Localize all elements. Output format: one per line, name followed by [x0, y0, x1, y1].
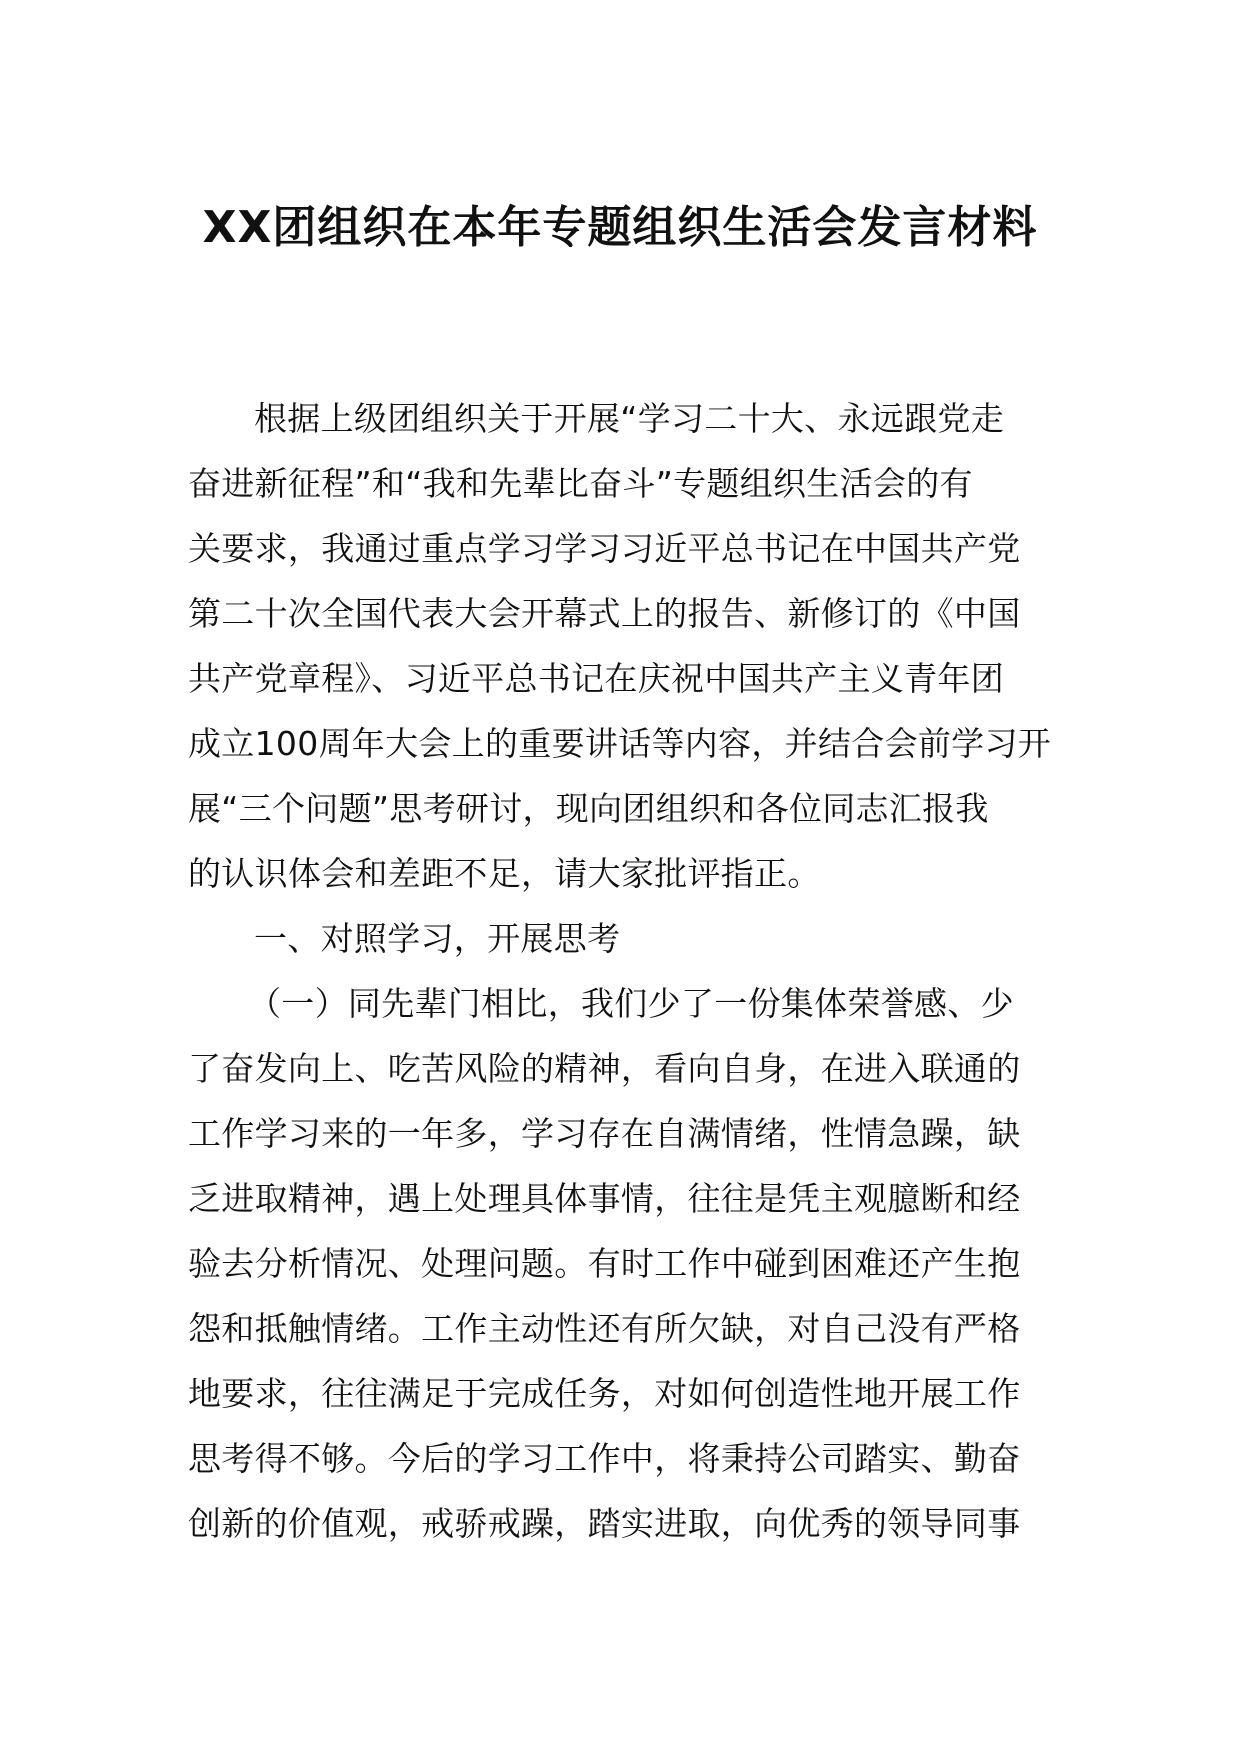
paragraph-intro-line: 共产党章程》、习近平总书记在庆祝中国共产主义青年团 — [188, 659, 1004, 698]
paragraph-intro-line: 展“三个问题”思考研讨，现向团组织和各位同志汇报我 — [188, 789, 989, 828]
paragraph-section-1-line: 工作学习来的一年多，学习存在自满情绪，性情急躁，缺 — [188, 1114, 1021, 1153]
paragraph-section-1-line: 思考得不够。今后的学习工作中，将秉持公司踏实、勤奋 — [188, 1439, 1021, 1478]
paragraph-intro-line: 第二十次全国代表大会开幕式上的报告、新修订的《中国 — [188, 594, 1021, 633]
paragraph-intro-line: 的认识体会和差距不足，请大家批评指正。 — [188, 854, 821, 893]
paragraph-intro-line: 成立100周年大会上的重要讲话等内容，并结合会前学习开 — [188, 724, 1052, 763]
paragraph-section-1-line: 验去分析情况、处理问题。有时工作中碰到困难还产生抱 — [188, 1244, 1021, 1283]
paragraph-section-1-line: （一）同先辈门相比，我们少了一份集体荣誉感、少 — [248, 984, 1014, 1023]
paragraph-section-1-line: 乏进取精神，遇上处理具体事情，往往是凭主观臆断和经 — [188, 1179, 1021, 1218]
section-heading: 一、对照学习，开展思考 — [254, 919, 621, 958]
paragraph-section-1-line: 了奋发向上、吃苦风险的精神，看向自身，在进入联通的 — [188, 1049, 1021, 1088]
paragraph-intro-line: 根据上级团组织关于开展“学习二十大、永远跟党走 — [254, 399, 1004, 438]
paragraph-section-1-line: 创新的价值观，戒骄戒躁，踏实进取，向优秀的领导同事 — [188, 1504, 1021, 1543]
paragraph-section-1-line: 怨和抵触情绪。工作主动性还有所欠缺，对自己没有严格 — [188, 1309, 1021, 1348]
document-title: XX团组织在本年专题组织生活会发言材料 — [202, 202, 1038, 253]
paragraph-intro-line: 关要求，我通过重点学习学习习近平总书记在中国共产党 — [188, 529, 1021, 568]
paragraph-section-1-line: 地要求，往往满足于完成任务，对如何创造性地开展工作 — [188, 1374, 1021, 1413]
paragraph-intro-line: 奋进新征程”和“我和先辈比奋斗”专题组织生活会的有 — [188, 464, 973, 503]
document-body — [188, 386, 1054, 1556]
